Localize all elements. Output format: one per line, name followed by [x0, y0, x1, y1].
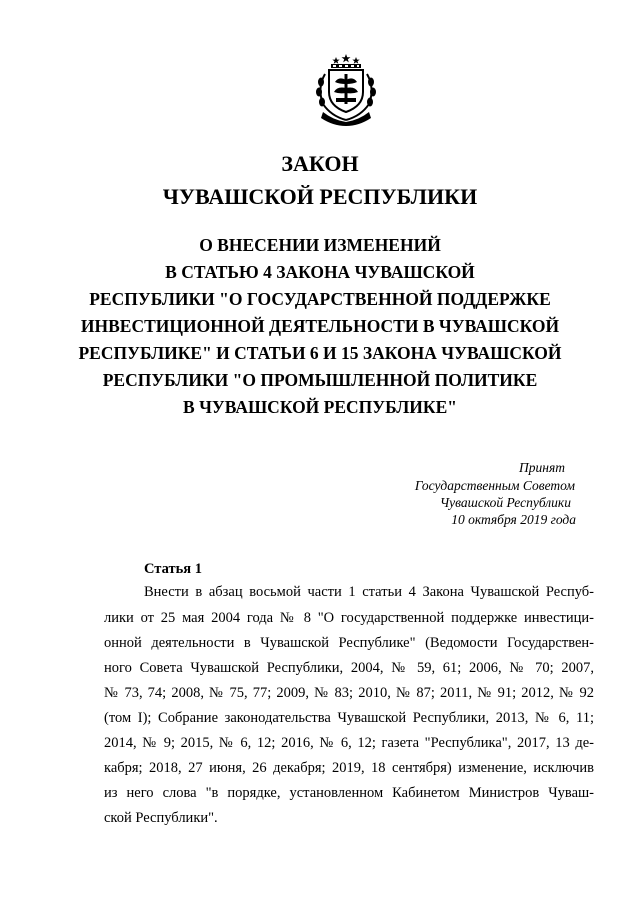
- chuvash-republic-coat-of-arms-icon: [311, 52, 381, 126]
- article-text-line: ской Республики".: [104, 810, 218, 826]
- article-text-line: № 73, 74; 2008, № 75, 77; 2009, № 83; 2010, № 87; 2011, № 91; 2012, № 92: [104, 685, 594, 701]
- article-text-line: кабря; 2018, 27 июня, 26 декабря; 2019, 18 сентября) изменение, исключив: [104, 760, 594, 776]
- law-subject-line: РЕСПУБЛИКИ "О ГОСУДАРСТВЕННОЙ ПОДДЕРЖКЕ: [89, 289, 551, 309]
- article-text-line: 2014, № 9; 2015, № 6, 12; 2016, № 6, 12; газета "Республика", 2017, 13 де-: [104, 735, 594, 751]
- law-subject-line: В ЧУВАШСКОЙ РЕСПУБЛИКЕ": [183, 397, 457, 417]
- adoption-authority: Государственным Советом: [414, 478, 575, 493]
- adoption-label: Принят: [519, 460, 565, 475]
- article-heading: Статья 1: [144, 561, 202, 577]
- law-subject-line: РЕСПУБЛИКИ "О ПРОМЫШЛЕННОЙ ПОЛИТИКЕ: [102, 370, 538, 390]
- law-subject-line: ИНВЕСТИЦИОННОЙ ДЕЯТЕЛЬНОСТИ В ЧУВАШСКОЙ: [80, 316, 560, 336]
- article-text-line: ного Совета Чувашской Республики, 2004, № 59, 61; 2006, № 70; 2007,: [104, 660, 594, 676]
- adoption-date: 10 октября 2019 года: [451, 512, 576, 527]
- law-subject-line: РЕСПУБЛИКЕ" И СТАТЬИ 6 И 15 ЗАКОНА ЧУВАШСКОЙ: [78, 343, 562, 363]
- article-text-line: лики от 25 мая 2004 года № 8 "О государственной поддержке инвестици-: [104, 610, 594, 626]
- article-text-line: Внести в абзац восьмой части 1 статьи 4 Закона Чувашской Респуб-: [144, 584, 594, 600]
- republic-title: ЧУВАШСКОЙ РЕСПУБЛИКИ: [162, 184, 478, 209]
- law-subject-line: О ВНЕСЕНИИ ИЗМЕНЕНИЙ: [199, 235, 441, 255]
- law-title: ЗАКОН: [281, 151, 359, 176]
- law-subject-line: В СТАТЬЮ 4 ЗАКОНА ЧУВАШСКОЙ: [165, 262, 475, 282]
- article-text-line: онной деятельности в Чувашской Республике" (Ведомости Государствен-: [104, 635, 594, 651]
- adoption-authority-region: Чувашской Республики: [439, 495, 571, 510]
- article-text-line: (том I); Собрание законодательства Чувашской Республики, 2013, № 6, 11;: [104, 710, 594, 726]
- article-text-line: из него слова "в порядке, установленном Кабинетом Министров Чуваш-: [104, 785, 594, 801]
